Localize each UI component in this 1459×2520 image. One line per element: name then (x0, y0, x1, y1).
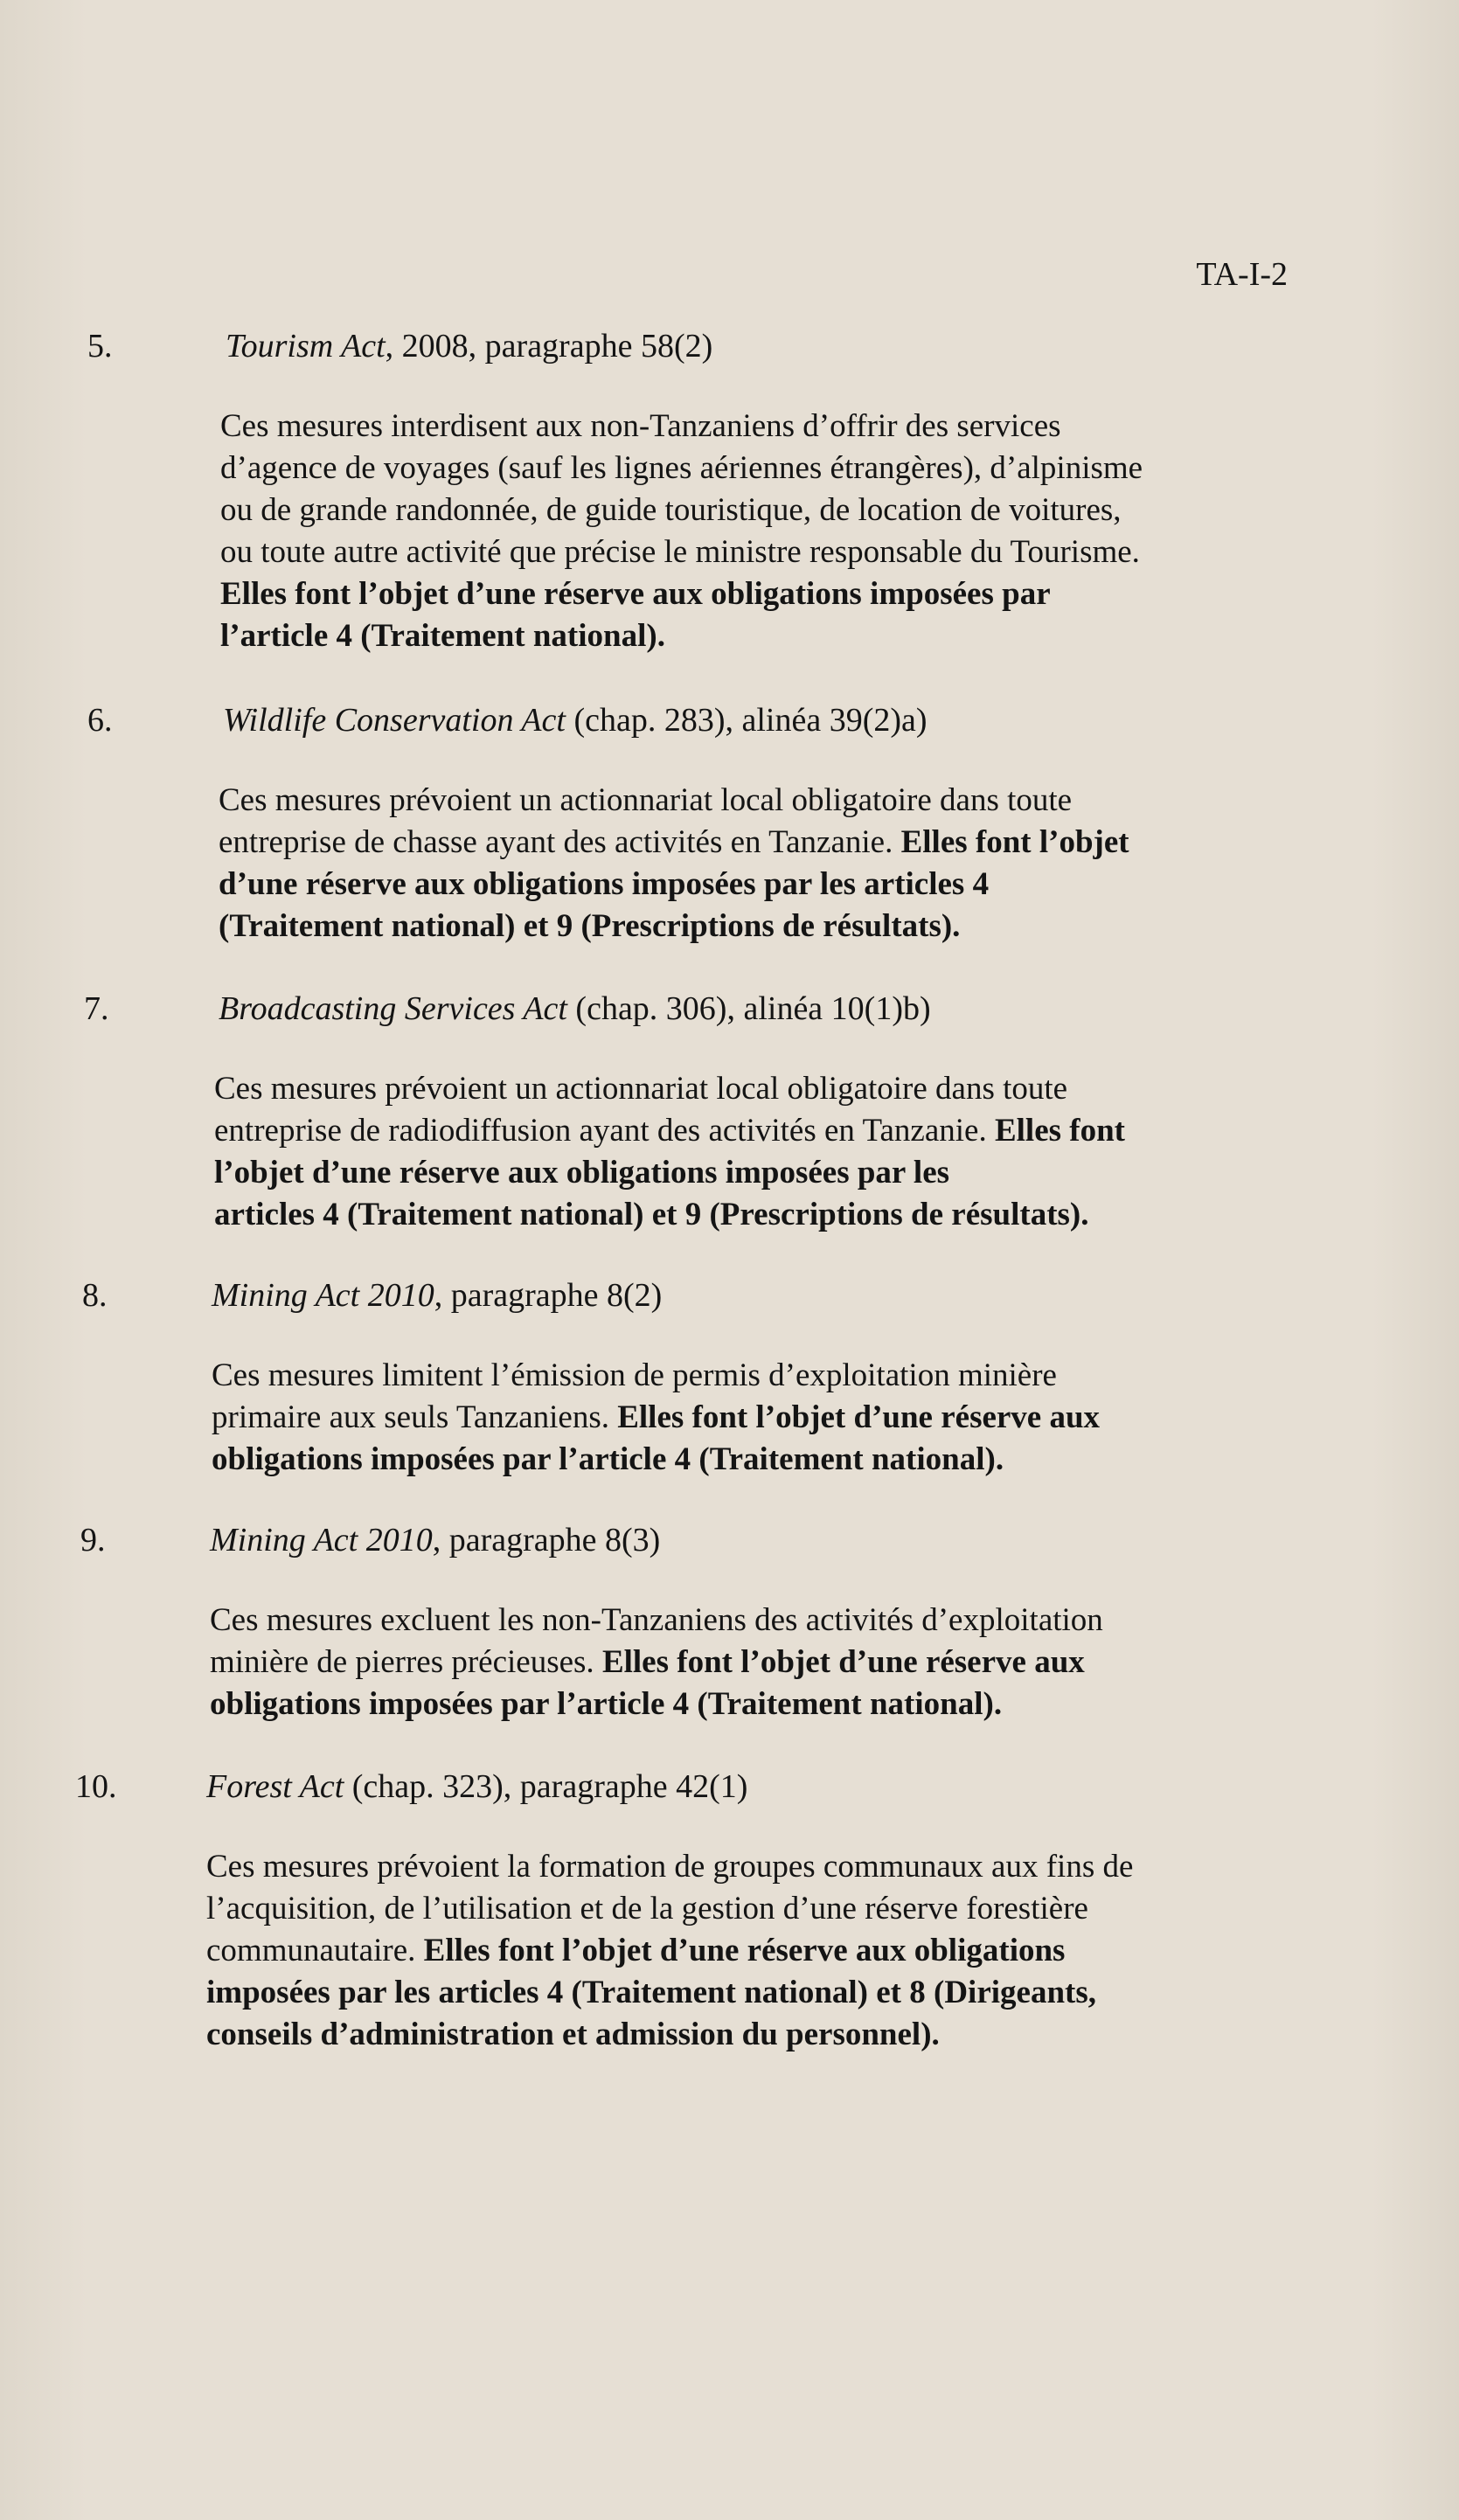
entry-number: 5. (87, 328, 113, 364)
line-text: d’agence de voyages (sauf les lignes aériennes étrangères), d’alpinisme (220, 450, 1143, 486)
act-citation: (chap. 283), alinéa 39(2)a) (565, 702, 928, 739)
entry-number: 8. (82, 1277, 108, 1314)
line-text: Ces mesures prévoient un actionnariat local obligatoire dans toute (219, 782, 1073, 818)
act-citation: , paragraphe 8(2) (434, 1277, 663, 1314)
line-bold-text: obligations imposées par l’article 4 (Traitement national). (210, 1686, 1003, 1722)
line-text: Ces mesures limitent l’émission de permis d’exploitation minière (212, 1357, 1057, 1393)
description-line (214, 1194, 1281, 1236)
line-text: ou toute autre activité que précise le ministre responsable du Tourisme. (220, 534, 1140, 570)
line-bold-text: Elles font l’objet d’une réserve aux obligations (423, 1933, 1066, 1968)
entry-description (210, 1600, 1276, 1725)
entry-heading (226, 325, 712, 367)
description-line (210, 1683, 1276, 1725)
description-line (206, 2014, 1273, 2056)
line-text: Ces mesures interdisent aux non-Tanzaniens d’offrir des services (220, 408, 1061, 444)
description-line (206, 1972, 1273, 2014)
line-bold-text: Elles font l’objet d’une réserve aux (601, 1644, 1085, 1680)
act-citation: (chap. 323), paragraphe 42(1) (344, 1768, 748, 1805)
act-title: Tourism Act (226, 328, 386, 364)
act-title: Forest Act (206, 1768, 344, 1805)
entry-description (206, 1846, 1273, 2056)
entry-number: 9. (80, 1522, 106, 1559)
line-bold-text: d’une réserve aux obligations imposées par les articles 4 (219, 866, 990, 902)
description-line (214, 1068, 1281, 1110)
line-text: Ces mesures prévoient un actionnariat local obligatoire dans toute (214, 1071, 1068, 1107)
description-line (212, 1355, 1278, 1397)
description-line (214, 1152, 1281, 1194)
act-title: Mining Act 2010 (212, 1277, 434, 1314)
line-bold-text: imposées par les articles 4 (Traitement national) et 8 (Dirigeants, (206, 1975, 1096, 2010)
line-text: l’acquisition, de l’utilisation et de la gestion d’une réserve forestière (206, 1891, 1088, 1926)
line-bold-text: Elles font l’objet (900, 824, 1129, 860)
description-line (220, 448, 1287, 489)
act-citation: , 2008, paragraphe 58(2) (385, 328, 713, 364)
description-line (220, 531, 1287, 573)
description-line (220, 406, 1287, 448)
line-bold-text: Elles font l’objet d’une réserve aux obligations imposées par (220, 576, 1051, 612)
description-line (206, 1846, 1273, 1888)
line-text: minière de pierres précieuses. (210, 1644, 602, 1680)
act-citation: , paragraphe 8(3) (432, 1522, 661, 1559)
line-text: Ces mesures prévoient la formation de groupes communaux aux fins de (206, 1849, 1134, 1885)
entry-description (220, 406, 1287, 657)
page-identifier: TA-I-2 (1196, 256, 1288, 293)
line-text: ou de grande randonnée, de guide touristique, de location de voitures, (220, 492, 1122, 528)
entry-heading (219, 988, 931, 1030)
description-line (219, 822, 1285, 864)
line-bold-text: (Traitement national) et 9 (Prescriptions de résultats). (219, 908, 961, 944)
line-bold-text: Elles font l’objet d’une réserve aux (617, 1399, 1101, 1435)
entry-heading (210, 1519, 660, 1561)
entry-description (214, 1068, 1281, 1236)
description-line (210, 1642, 1276, 1683)
description-line (214, 1110, 1281, 1152)
entry-number: 7. (84, 990, 109, 1027)
line-text: entreprise de chasse ayant des activités en Tanzanie. (219, 824, 901, 860)
description-line (220, 489, 1287, 531)
line-text: primaire aux seuls Tanzaniens. (212, 1399, 618, 1435)
description-line (219, 864, 1285, 906)
act-title: Broadcasting Services Act (219, 990, 567, 1027)
description-line (206, 1930, 1273, 1972)
description-line (219, 906, 1285, 948)
line-bold-text: Elles font (994, 1113, 1125, 1149)
entry-heading (223, 699, 928, 741)
description-line (212, 1439, 1278, 1481)
entry-number: 6. (87, 702, 113, 739)
description-line (210, 1600, 1276, 1642)
entry-heading (206, 1766, 747, 1808)
entry-heading (212, 1274, 662, 1316)
line-bold-text: l’article 4 (Traitement national). (220, 618, 665, 654)
line-text: Ces mesures excluent les non-Tanzaniens des activités d’exploitation (210, 1602, 1103, 1638)
line-bold-text: articles 4 (Traitement national) et 9 (Prescriptions de résultats). (214, 1197, 1089, 1232)
line-bold-text: l’objet d’une réserve aux obligations imposées par les (214, 1155, 950, 1191)
entry-description (212, 1355, 1278, 1481)
line-bold-text: obligations imposées par l’article 4 (Traitement national). (212, 1441, 1004, 1477)
entry-number: 10. (75, 1768, 117, 1805)
description-line (220, 573, 1287, 615)
line-bold-text: conseils d’administration et admission du personnel). (206, 2017, 940, 2052)
act-title: Mining Act 2010 (210, 1522, 433, 1559)
description-line (220, 615, 1287, 657)
line-text: communautaire. (206, 1933, 424, 1968)
act-citation: (chap. 306), alinéa 10(1)b) (566, 990, 931, 1027)
act-title: Wildlife Conservation Act (223, 702, 566, 739)
line-text: entreprise de radiodiffusion ayant des activités en Tanzanie. (214, 1113, 995, 1149)
description-line (219, 780, 1285, 822)
entry-description (219, 780, 1285, 948)
description-line (206, 1888, 1273, 1930)
description-line (212, 1397, 1278, 1439)
